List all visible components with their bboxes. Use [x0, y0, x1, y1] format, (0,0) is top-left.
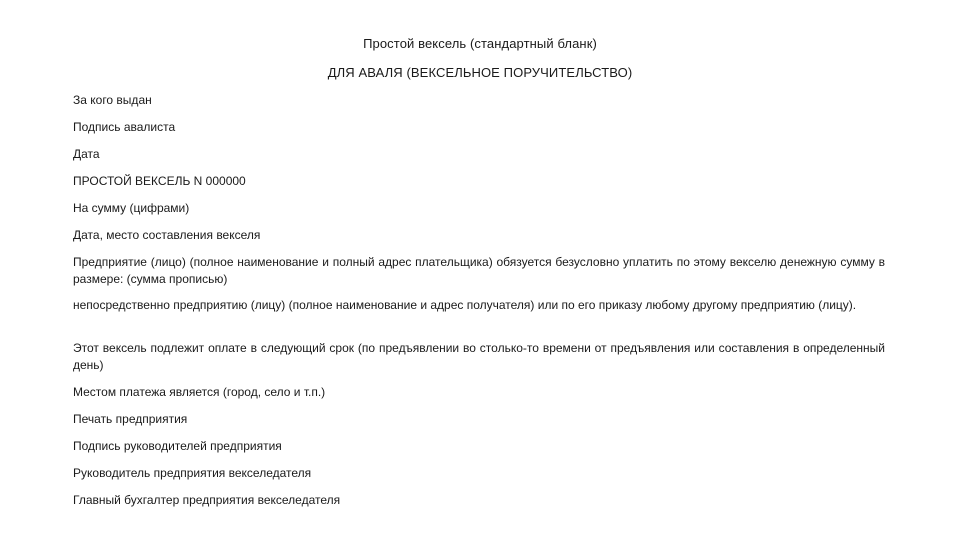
paragraph-term: Этот вексель подлежит оплате в следующий срок (по предъявлении во столько-то времени от предъявления или составления в определенный день) [73, 341, 885, 372]
field-date: Дата [73, 147, 100, 161]
paragraph-obligation: Предприятие (лицо) (полное наименование и полный адрес плательщика) обязуется безусловно уплатить по этому векселю денежную сумму в размере: (сумма прописью) [73, 255, 885, 286]
document-subtitle: ДЛЯ АВАЛЯ (ВЕКСЕЛЬНОЕ ПОРУЧИТЕЛЬСТВО) [327, 65, 633, 80]
field-payment-place: Местом платежа является (город, село и т.п.) [73, 385, 326, 399]
field-chief-accountant: Главный бухгалтер предприятия векселедателя [73, 493, 341, 507]
field-managers-signature: Подпись руководителей предприятия [73, 439, 282, 453]
paragraph-payee: непосредственно предприятию (лицу) (полное наименование и адрес получателя) или по его приказу любому другому предприятию (лицу). [73, 298, 857, 312]
field-seal: Печать предприятия [73, 412, 188, 426]
field-amount-digits: На сумму (цифрами) [73, 201, 190, 215]
field-bill-number: ПРОСТОЙ ВЕКСЕЛЬ N 000000 [73, 174, 246, 188]
field-avalist-signature: Подпись авалиста [73, 120, 176, 134]
field-director: Руководитель предприятия векселедателя [73, 466, 312, 480]
field-date-place: Дата, место составления векселя [73, 228, 261, 242]
field-issued-for: За кого выдан [73, 93, 152, 107]
document-title: Простой вексель (стандартный бланк) [363, 36, 597, 51]
